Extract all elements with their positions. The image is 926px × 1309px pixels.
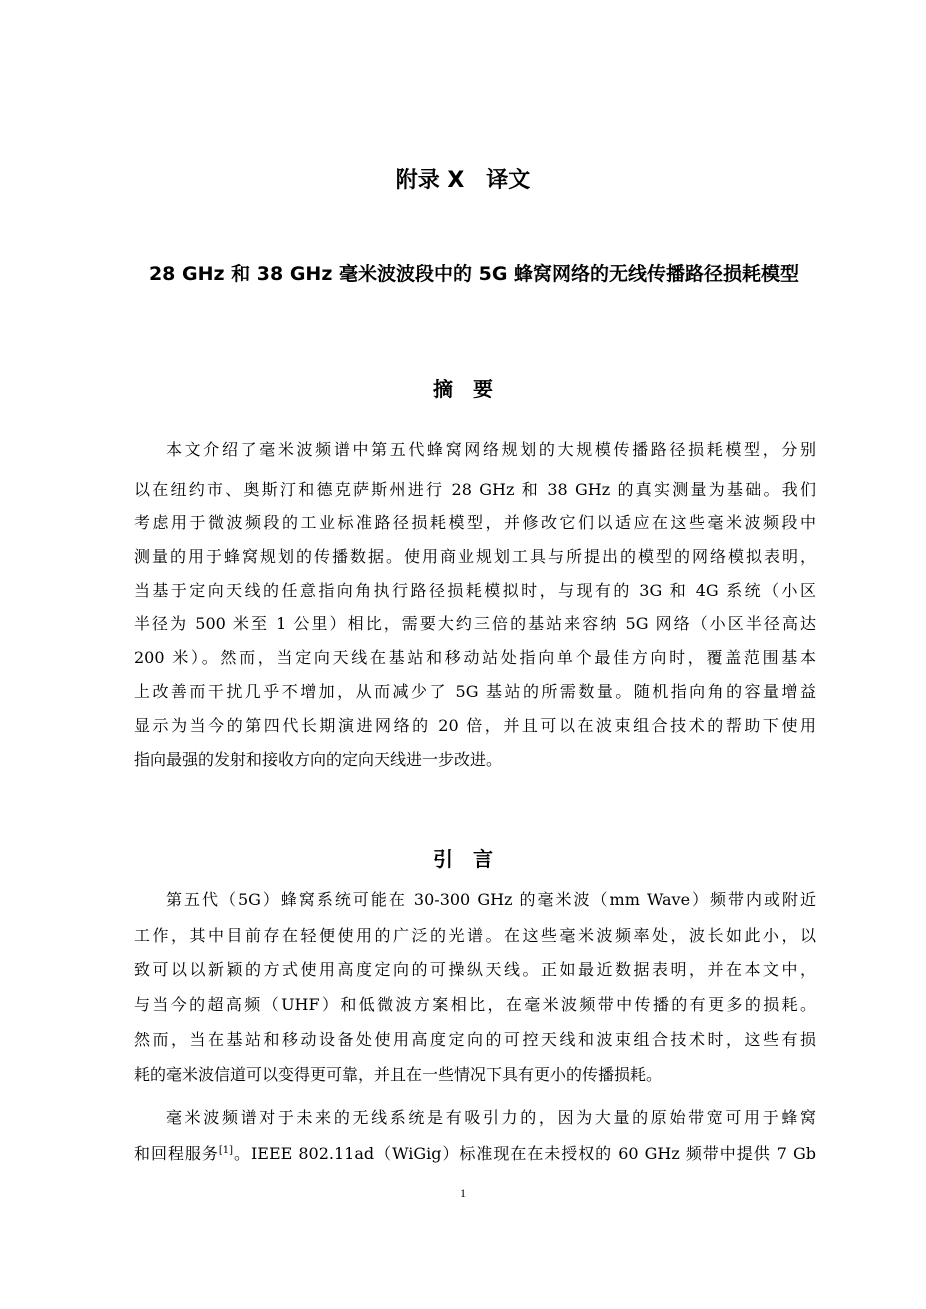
abstract-line: 显示为当今的第四代长期演进网络的 20 倍，并且可以在波束组合技术的帮助下使用 [134, 716, 816, 735]
abstract-line: 本文介绍了毫米波频谱中第五代蜂窝网络规划的大规模传播路径损耗模型，分别 [166, 440, 816, 459]
abstract-line: 指向最强的发射和接收方向的定向天线进一步改进。 [134, 750, 503, 769]
introduction-line: 工作，其中目前存在轻便使用的广泛的光谱。在这些毫米波频率处，波长如此小，以 [134, 926, 816, 945]
abstract-line: 以在纽约市、奥斯汀和德克萨斯州进行 28 GHz 和 38 GHz 的真实测量为基础。我们 [134, 480, 816, 499]
abstract-line: 200 米）。然而，当定向天线在基站和移动站处指向单个最佳方向时，覆盖范围基本 [134, 648, 816, 667]
introduction-text: 。IEEE 802.11ad（WiGig）标准现在在未授权的 60 GHz 频带中提供 7 Gb [233, 1144, 816, 1163]
abstract-heading: 摘 要 [433, 377, 493, 401]
paper-title: 28 GHz 和 38 GHz 毫米波波段中的 5G 蜂窝网络的无线传播路径损耗模型 [148, 263, 800, 285]
introduction-line: 毫米波频谱对于未来的无线系统是有吸引力的，因为大量的原始带宽可用于蜂窝 [166, 1108, 816, 1127]
abstract-line: 半径为 500 米至 1 公里）相比，需要大约三倍的基站来容纳 5G 网络（小区半径高达 [134, 614, 816, 633]
abstract-line: 考虑用于微波频段的工业标准路径损耗模型，并修改它们以适应在这些毫米波频段中 [134, 513, 816, 532]
abstract-line: 测量的用于蜂窝规划的传播数据。使用商业规划工具与所提出的模型的网络模拟表明， [134, 547, 816, 566]
introduction-text: 和回程服务 [134, 1144, 219, 1163]
abstract-line: 当基于定向天线的任意指向角执行路径损耗模拟时，与现有的 3G 和 4G 系统（小区 [134, 581, 816, 600]
citation-reference: [1] [218, 1145, 234, 1156]
introduction-line [134, 1142, 816, 1166]
introduction-line: 耗的毫米波信道可以变得更可靠，并且在一些情况下具有更小的传播损耗。 [134, 1065, 663, 1084]
introduction-line: 然而，当在基站和移动设备处使用高度定向的可控天线和波束组合技术时，这些有损 [134, 1030, 816, 1049]
abstract-line: 上改善而干扰几乎不增加，从而减少了 5G 基站的所需数量。随机指向角的容量增益 [134, 682, 816, 701]
appendix-title: 附录 X 译文 [395, 168, 531, 193]
page-number: 1 [460, 1186, 466, 1200]
introduction-heading: 引 言 [433, 847, 493, 871]
introduction-line: 与当今的超高频（UHF）和低微波方案相比，在毫米波频带中传播的有更多的损耗。 [134, 995, 816, 1014]
introduction-line: 第五代（5G）蜂窝系统可能在 30-300 GHz 的毫米波（mm Wave）频带内或附近 [166, 890, 816, 909]
introduction-line: 致可以以新颖的方式使用高度定向的可操纵天线。正如最近数据表明，并在本文中， [134, 960, 816, 979]
